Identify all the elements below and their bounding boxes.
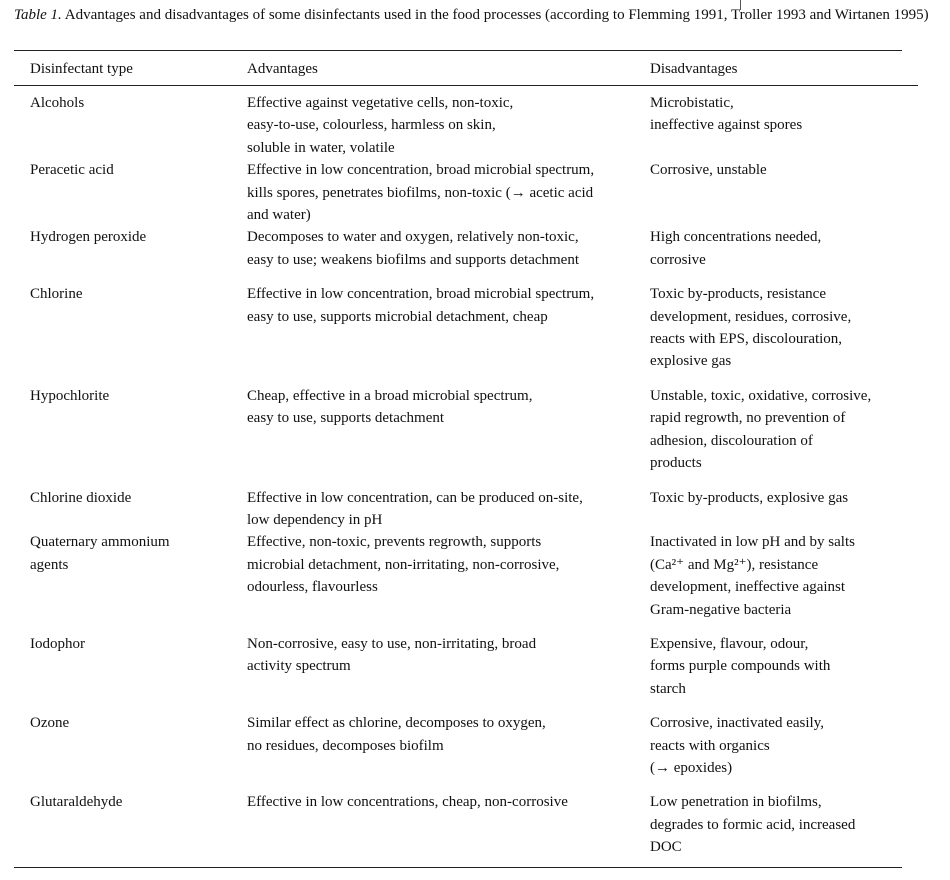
disinfectant-type-cell <box>14 712 247 791</box>
advantages-line: Effective in low concentration, broad microbial spectrum, <box>247 162 595 179</box>
advantages-cell <box>247 531 650 633</box>
table-row <box>14 712 918 791</box>
disinfectant-type-line: agents <box>30 556 69 573</box>
advantages-line: Effective in low concentration, broad microbial spectrum, <box>247 286 595 303</box>
disinfectant-type-cell <box>14 791 247 858</box>
advantages-cell <box>247 633 650 712</box>
disinfectant-type: Hypochlorite <box>30 387 110 404</box>
disinfectant-type: Chlorine dioxide <box>30 489 132 506</box>
disinfectant-type-cell <box>14 633 247 712</box>
disadvantages-line: Toxic by-products, resistance <box>650 286 826 303</box>
disadvantages-line: Inactivated in low pH and by salts <box>650 534 855 551</box>
advantages-cell <box>247 385 650 487</box>
advantages-cell <box>247 86 650 160</box>
disinfectant-type: Iodophor <box>30 635 85 652</box>
disinfectant-type: Alcohols <box>30 95 85 111</box>
disadvantages-line: starch <box>650 680 686 697</box>
disinfectant-type: Peracetic acid <box>30 162 114 179</box>
advantages-cell <box>247 159 650 226</box>
advantages-line: Effective in low concentrations, cheap, non-corrosive <box>247 794 568 811</box>
table-body <box>14 86 918 859</box>
disadvantages-line: Corrosive, unstable <box>650 162 767 179</box>
table-row <box>14 791 918 858</box>
advantages-line: Similar effect as chlorine, decomposes to oxygen, <box>247 715 546 732</box>
disadvantages-cell <box>650 633 918 712</box>
disadvantages-line: Gram-negative bacteria <box>650 601 792 618</box>
disinfectant-type: Glutaraldehyde <box>30 794 123 811</box>
advantages-line: odourless, flavourless <box>247 579 378 596</box>
disadvantages-line: Unstable, toxic, oxidative, corrosive, <box>650 387 872 404</box>
advantages-line: no residues, decomposes biofilm <box>247 737 444 754</box>
advantages-line: low dependency in pH <box>247 511 383 528</box>
disadvantages-cell <box>650 283 918 385</box>
disadvantages-line: ineffective against spores <box>650 117 803 134</box>
advantages-line: Decomposes to water and oxygen, relatively non-toxic, <box>247 229 579 246</box>
disinfectant-type-cell <box>14 487 247 532</box>
column-header-advantages: Advantages <box>247 51 650 86</box>
disinfectant-type-cell <box>14 531 247 633</box>
table-row <box>14 487 918 532</box>
advantages-line: soluble in water, volatile <box>247 139 395 156</box>
disadvantages-line: reacts with organics <box>650 737 770 754</box>
advantages-line: Effective against vegetative cells, non-toxic, <box>247 95 514 111</box>
disadvantages-cell <box>650 712 918 791</box>
disadvantages-line: (Ca²⁺ and Mg²⁺), resistance <box>650 556 819 573</box>
disinfectant-type-cell <box>14 283 247 385</box>
advantages-cell <box>247 226 650 283</box>
disadvantages-cell <box>650 531 918 633</box>
advantages-line: Effective, non-toxic, prevents regrowth, supports <box>247 534 542 551</box>
disadvantages-cell <box>650 159 918 226</box>
advantages-line: Non-corrosive, easy to use, non-irritating, broad <box>247 635 537 652</box>
disadvantages-line: adhesion, discolouration of <box>650 432 813 449</box>
table-row <box>14 86 918 160</box>
table-bottom-rule <box>14 867 902 868</box>
disinfectant-type-cell <box>14 385 247 487</box>
advantages-line: microbial detachment, non-irritating, non-corrosive, <box>247 556 560 573</box>
table-row <box>14 385 918 487</box>
disadvantages-line: (→ epoxides) <box>650 759 733 776</box>
disadvantages-line: Expensive, flavour, odour, <box>650 635 809 652</box>
table-row <box>14 633 918 712</box>
advantages-line: easy-to-use, colourless, harmless on skin, <box>247 117 496 134</box>
disadvantages-line: reacts with EPS, discolouration, <box>650 331 843 348</box>
disadvantages-line: development, ineffective against <box>650 579 846 596</box>
disinfectant-table-container <box>14 50 902 868</box>
table-row <box>14 226 918 283</box>
disadvantages-line: forms purple compounds with <box>650 658 831 675</box>
advantages-cell <box>247 283 650 385</box>
disadvantages-cell <box>650 226 918 283</box>
header-row <box>14 51 918 86</box>
disadvantages-line: Corrosive, inactivated easily, <box>650 715 824 732</box>
column-header-disadvantages: Disadvantages <box>650 51 918 86</box>
disadvantages-cell <box>650 86 918 160</box>
disadvantages-cell <box>650 385 918 487</box>
table-row <box>14 283 918 385</box>
disadvantages-line: Toxic by-products, explosive gas <box>650 489 849 506</box>
disadvantages-line: degrades to formic acid, increased <box>650 816 856 833</box>
column-header-type: Disinfectant type <box>14 51 247 86</box>
disadvantages-line: High concentrations needed, <box>650 229 822 246</box>
advantages-cell <box>247 487 650 532</box>
disinfectant-type-cell <box>14 159 247 226</box>
disinfectant-type: Ozone <box>30 715 70 732</box>
disadvantages-line: corrosive <box>650 251 706 268</box>
disadvantages-line: rapid regrowth, no prevention of <box>650 410 846 427</box>
disadvantages-line: products <box>650 455 702 472</box>
disinfectant-type: Hydrogen peroxide <box>30 229 147 246</box>
table-caption <box>14 6 934 25</box>
disadvantages-line: explosive gas <box>650 353 732 370</box>
disadvantages-line: DOC <box>650 839 682 856</box>
disadvantages-line: development, residues, corrosive, <box>650 308 852 325</box>
advantages-cell <box>247 791 650 858</box>
advantages-line: activity spectrum <box>247 658 351 675</box>
disinfectant-type-line: Quaternary ammonium <box>30 534 170 551</box>
disinfectant-type-cell <box>14 86 247 160</box>
table-row <box>14 531 918 633</box>
advantages-line: and water) <box>247 207 311 224</box>
disadvantages-cell <box>650 791 918 858</box>
advantages-line: Cheap, effective in a broad microbial spectrum, <box>247 387 533 404</box>
advantages-line: easy to use, supports detachment <box>247 410 445 427</box>
advantages-line: Effective in low concentration, can be produced on-site, <box>247 489 583 506</box>
disadvantages-line: Microbistatic, <box>650 95 734 111</box>
table-caption-label: Table 1. <box>14 7 62 23</box>
disinfectant-table <box>14 51 918 859</box>
table-row <box>14 159 918 226</box>
advantages-line: kills spores, penetrates biofilms, non-toxic (→ acetic acid <box>247 184 594 201</box>
disinfectant-type: Chlorine <box>30 286 83 303</box>
advantages-line: easy to use; weakens biofilms and supports detachment <box>247 251 580 268</box>
table-caption-text: Advantages and disadvantages of some disinfectants used in the food processes (according to Flemming 1991, Troller 1993 and Wirtanen 1995) <box>64 7 929 23</box>
table-header <box>14 51 918 86</box>
disinfectant-type-cell <box>14 226 247 283</box>
advantages-line: easy to use, supports microbial detachment, cheap <box>247 308 548 325</box>
disadvantages-line: Low penetration in biofilms, <box>650 794 822 811</box>
disadvantages-cell <box>650 487 918 532</box>
advantages-cell <box>247 712 650 791</box>
